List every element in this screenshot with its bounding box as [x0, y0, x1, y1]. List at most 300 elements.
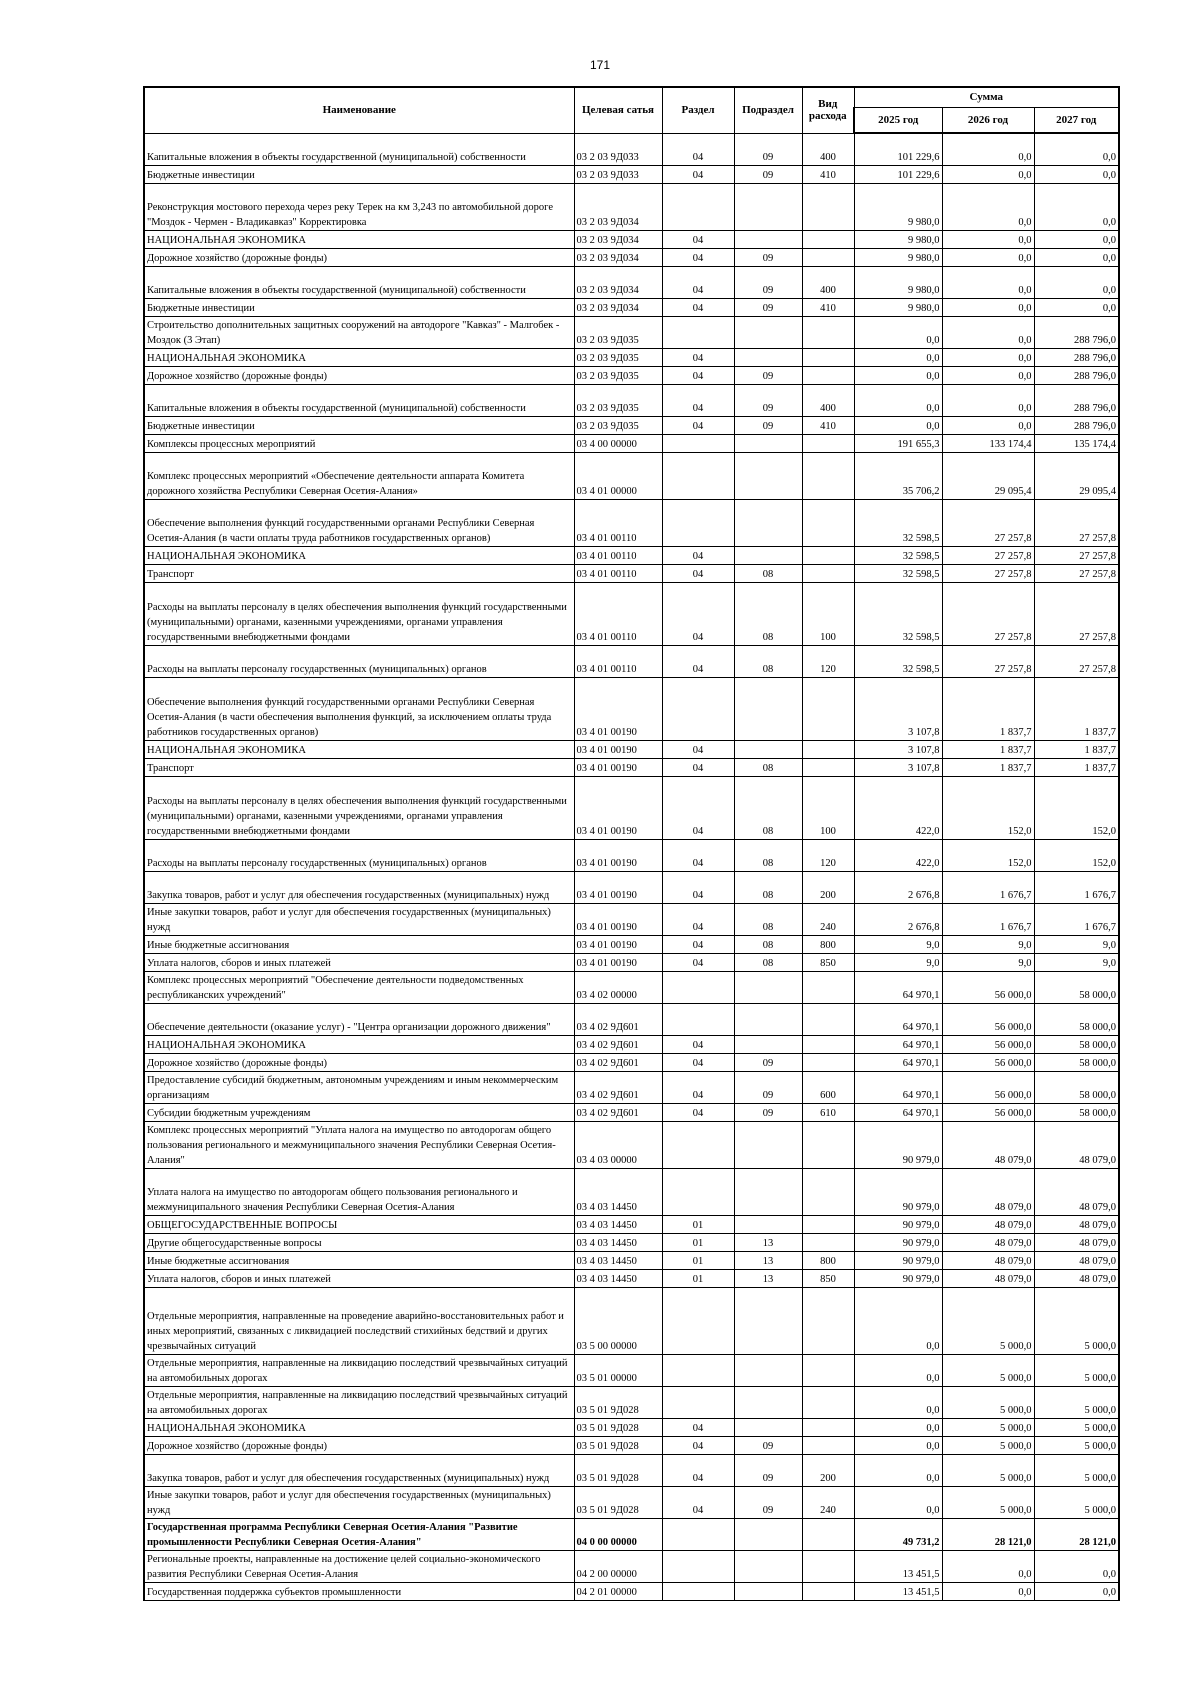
row-subsection: 09	[734, 1437, 802, 1455]
row-section: 04	[662, 872, 734, 904]
row-amount-2025: 422,0	[854, 777, 942, 840]
row-subsection: 13	[734, 1252, 802, 1270]
row-amount-2027: 9,0	[1034, 936, 1119, 954]
row-subsection	[734, 1288, 802, 1355]
row-name: Региональные проекты, направленные на достижение целей социально-экономического развития Республики Северная Осетия-Алания	[144, 1551, 574, 1583]
table-row	[144, 133, 1119, 166]
row-subsection: 08	[734, 565, 802, 583]
row-name: Иные бюджетные ассигнования	[144, 936, 574, 954]
table-row	[144, 547, 1119, 565]
row-target-article: 03 2 03 9Д034	[574, 299, 662, 317]
row-name: Транспорт	[144, 759, 574, 777]
header-year-2025: 2025 год	[854, 107, 942, 133]
row-subsection: 08	[734, 759, 802, 777]
row-section: 04	[662, 349, 734, 367]
row-amount-2027: 288 796,0	[1034, 367, 1119, 385]
row-amount-2026: 152,0	[942, 777, 1034, 840]
row-amount-2026: 5 000,0	[942, 1487, 1034, 1519]
row-amount-2025: 49 731,2	[854, 1519, 942, 1551]
row-subsection	[734, 1169, 802, 1216]
row-amount-2026: 0,0	[942, 184, 1034, 231]
row-amount-2026: 27 257,8	[942, 500, 1034, 547]
table-row	[144, 453, 1119, 500]
row-amount-2025: 64 970,1	[854, 1104, 942, 1122]
table-row	[144, 500, 1119, 547]
row-expense-type	[802, 1169, 854, 1216]
row-amount-2025: 64 970,1	[854, 1072, 942, 1104]
row-name: Расходы на выплаты персоналу в целях обеспечения выполнения функций государственными (муниципальными) органами, казенными учреждениями, органами управления государственными внебюджетными фондами	[144, 583, 574, 646]
row-subsection: 13	[734, 1270, 802, 1288]
row-amount-2025: 90 979,0	[854, 1169, 942, 1216]
table-row	[144, 417, 1119, 435]
row-expense-type: 100	[802, 777, 854, 840]
table-row	[144, 1419, 1119, 1437]
row-expense-type: 400	[802, 385, 854, 417]
table-row	[144, 1270, 1119, 1288]
row-amount-2027: 5 000,0	[1034, 1387, 1119, 1419]
row-name: Иные закупки товаров, работ и услуг для обеспечения государственных (муниципальных) нужд	[144, 904, 574, 936]
row-amount-2025: 35 706,2	[854, 453, 942, 500]
row-name: Бюджетные инвестиции	[144, 299, 574, 317]
row-section: 04	[662, 133, 734, 166]
row-amount-2026: 56 000,0	[942, 1072, 1034, 1104]
row-expense-type	[802, 367, 854, 385]
row-target-article: 03 4 03 14450	[574, 1216, 662, 1234]
row-section: 01	[662, 1252, 734, 1270]
row-section	[662, 184, 734, 231]
row-expense-type: 200	[802, 1455, 854, 1487]
row-amount-2025: 32 598,5	[854, 646, 942, 678]
row-target-article: 03 2 03 9Д035	[574, 367, 662, 385]
row-section	[662, 1583, 734, 1601]
row-name: Дорожное хозяйство (дорожные фонды)	[144, 249, 574, 267]
row-amount-2027: 0,0	[1034, 299, 1119, 317]
row-amount-2027: 27 257,8	[1034, 500, 1119, 547]
row-expense-type: 800	[802, 1252, 854, 1270]
row-name: НАЦИОНАЛЬНАЯ ЭКОНОМИКА	[144, 547, 574, 565]
row-amount-2025: 0,0	[854, 367, 942, 385]
table-row	[144, 184, 1119, 231]
row-target-article: 04 2 00 00000	[574, 1551, 662, 1583]
row-name: Капитальные вложения в объекты государственной (муниципальной) собственности	[144, 267, 574, 299]
row-name: Иные закупки товаров, работ и услуг для обеспечения государственных (муниципальных) нужд	[144, 1487, 574, 1519]
row-subsection: 08	[734, 646, 802, 678]
row-name: Расходы на выплаты персоналу в целях обеспечения выполнения функций государственными (муниципальными) органами, казенными учреждениями, органами управления государственными внебюджетными фондами	[144, 777, 574, 840]
row-amount-2025: 13 451,5	[854, 1583, 942, 1601]
table-row	[144, 1122, 1119, 1169]
table-row	[144, 1072, 1119, 1104]
row-amount-2026: 1 837,7	[942, 678, 1034, 741]
row-amount-2027: 9,0	[1034, 954, 1119, 972]
row-subsection: 08	[734, 777, 802, 840]
row-target-article: 03 5 01 9Д028	[574, 1419, 662, 1437]
row-section: 04	[662, 249, 734, 267]
table-row	[144, 936, 1119, 954]
row-target-article: 03 4 02 9Д601	[574, 1104, 662, 1122]
row-amount-2027: 58 000,0	[1034, 1054, 1119, 1072]
row-target-article: 03 2 03 9Д033	[574, 133, 662, 166]
row-target-article: 03 5 01 9Д028	[574, 1387, 662, 1419]
row-amount-2025: 0,0	[854, 1387, 942, 1419]
row-amount-2025: 90 979,0	[854, 1252, 942, 1270]
row-amount-2027: 1 676,7	[1034, 904, 1119, 936]
row-amount-2025: 64 970,1	[854, 1004, 942, 1036]
row-amount-2025: 0,0	[854, 1288, 942, 1355]
row-expense-type	[802, 231, 854, 249]
row-amount-2025: 2 676,8	[854, 904, 942, 936]
header-expense-type: Вид расхода	[802, 87, 854, 133]
row-subsection	[734, 1519, 802, 1551]
row-amount-2025: 3 107,8	[854, 759, 942, 777]
row-section: 04	[662, 583, 734, 646]
row-target-article: 03 4 03 14450	[574, 1169, 662, 1216]
row-target-article: 03 5 01 00000	[574, 1355, 662, 1387]
table-row	[144, 1216, 1119, 1234]
table-row	[144, 385, 1119, 417]
row-expense-type	[802, 972, 854, 1004]
row-amount-2026: 1 676,7	[942, 904, 1034, 936]
row-expense-type	[802, 1036, 854, 1054]
row-amount-2026: 56 000,0	[942, 1104, 1034, 1122]
row-amount-2026: 56 000,0	[942, 1036, 1034, 1054]
row-expense-type	[802, 349, 854, 367]
header-sum: Сумма	[854, 87, 1119, 107]
table-row	[144, 367, 1119, 385]
row-amount-2027: 288 796,0	[1034, 417, 1119, 435]
row-name: Государственная поддержка субъектов промышленности	[144, 1583, 574, 1601]
row-target-article: 03 5 00 00000	[574, 1288, 662, 1355]
row-amount-2027: 1 676,7	[1034, 872, 1119, 904]
row-target-article: 03 4 03 14450	[574, 1270, 662, 1288]
row-expense-type: 400	[802, 133, 854, 166]
row-section: 04	[662, 367, 734, 385]
row-expense-type	[802, 565, 854, 583]
row-name: Предоставление субсидий бюджетным, автономным учреждениям и иным некоммерческим организациям	[144, 1072, 574, 1104]
row-amount-2026: 56 000,0	[942, 1054, 1034, 1072]
row-name: Уплата налога на имущество по автодорогам общего пользования регионального и межмуниципального значения Республики Северная Осетия-Алания	[144, 1169, 574, 1216]
row-amount-2027: 58 000,0	[1034, 1104, 1119, 1122]
row-target-article: 03 5 01 9Д028	[574, 1437, 662, 1455]
row-amount-2027: 0,0	[1034, 231, 1119, 249]
row-section	[662, 1387, 734, 1419]
row-amount-2026: 0,0	[942, 1583, 1034, 1601]
row-amount-2027: 48 079,0	[1034, 1252, 1119, 1270]
row-expense-type	[802, 453, 854, 500]
page-number: 171	[589, 58, 611, 72]
row-target-article: 03 2 03 9Д035	[574, 349, 662, 367]
row-expense-type: 410	[802, 166, 854, 184]
row-amount-2026: 5 000,0	[942, 1387, 1034, 1419]
row-section	[662, 1122, 734, 1169]
row-target-article: 03 4 02 9Д601	[574, 1072, 662, 1104]
row-target-article: 03 2 03 9Д033	[574, 166, 662, 184]
row-expense-type	[802, 678, 854, 741]
row-target-article: 03 4 02 9Д601	[574, 1036, 662, 1054]
row-section: 04	[662, 1036, 734, 1054]
row-amount-2027: 1 837,7	[1034, 759, 1119, 777]
row-amount-2025: 13 451,5	[854, 1551, 942, 1583]
row-amount-2027: 5 000,0	[1034, 1419, 1119, 1437]
table-row	[144, 166, 1119, 184]
table-row	[144, 583, 1119, 646]
row-amount-2025: 9 980,0	[854, 299, 942, 317]
row-subsection	[734, 435, 802, 453]
row-amount-2027: 58 000,0	[1034, 1072, 1119, 1104]
row-target-article: 03 4 01 00190	[574, 954, 662, 972]
row-amount-2025: 0,0	[854, 1437, 942, 1455]
row-section: 04	[662, 1455, 734, 1487]
row-section: 04	[662, 1419, 734, 1437]
row-section	[662, 1288, 734, 1355]
row-target-article: 03 2 03 9Д034	[574, 231, 662, 249]
row-amount-2026: 5 000,0	[942, 1355, 1034, 1387]
row-target-article: 03 2 03 9Д034	[574, 184, 662, 231]
row-amount-2027: 27 257,8	[1034, 565, 1119, 583]
row-section: 04	[662, 1487, 734, 1519]
table-row	[144, 646, 1119, 678]
table-row	[144, 904, 1119, 936]
row-amount-2027: 288 796,0	[1034, 349, 1119, 367]
row-name: Комплекс процессных мероприятий "Обеспечение деятельности подведомственных республиканских учреждений"	[144, 972, 574, 1004]
row-expense-type	[802, 1355, 854, 1387]
row-amount-2027: 28 121,0	[1034, 1519, 1119, 1551]
row-target-article: 03 4 01 00190	[574, 840, 662, 872]
row-amount-2027: 27 257,8	[1034, 547, 1119, 565]
row-section: 01	[662, 1216, 734, 1234]
row-section: 04	[662, 904, 734, 936]
row-expense-type: 400	[802, 267, 854, 299]
row-target-article: 03 4 01 00110	[574, 583, 662, 646]
row-amount-2026: 48 079,0	[942, 1252, 1034, 1270]
row-section	[662, 435, 734, 453]
row-amount-2027: 48 079,0	[1034, 1216, 1119, 1234]
row-target-article: 03 4 01 00000	[574, 453, 662, 500]
row-subsection	[734, 1551, 802, 1583]
row-name: Отдельные мероприятия, направленные на ликвидацию последствий чрезвычайных ситуаций на автомобильных дорогах	[144, 1387, 574, 1419]
row-amount-2026: 5 000,0	[942, 1455, 1034, 1487]
row-amount-2026: 48 079,0	[942, 1122, 1034, 1169]
row-target-article: 03 2 03 9Д035	[574, 385, 662, 417]
row-section	[662, 1551, 734, 1583]
row-name: Иные бюджетные ассигнования	[144, 1252, 574, 1270]
row-subsection: 09	[734, 166, 802, 184]
row-section: 04	[662, 1054, 734, 1072]
row-section: 04	[662, 166, 734, 184]
row-section: 04	[662, 741, 734, 759]
table-row	[144, 1519, 1119, 1551]
table-row	[144, 299, 1119, 317]
row-target-article: 03 2 03 9Д035	[574, 417, 662, 435]
row-amount-2025: 0,0	[854, 1487, 942, 1519]
row-amount-2025: 0,0	[854, 417, 942, 435]
row-target-article: 03 4 01 00190	[574, 936, 662, 954]
row-amount-2025: 32 598,5	[854, 565, 942, 583]
row-section: 01	[662, 1234, 734, 1252]
header-target-article: Целевая сатья	[574, 87, 662, 133]
row-amount-2025: 3 107,8	[854, 678, 942, 741]
row-amount-2026: 1 676,7	[942, 872, 1034, 904]
row-expense-type: 850	[802, 954, 854, 972]
row-section	[662, 1004, 734, 1036]
table-row	[144, 1355, 1119, 1387]
row-section: 04	[662, 759, 734, 777]
row-amount-2026: 5 000,0	[942, 1419, 1034, 1437]
row-amount-2027: 27 257,8	[1034, 646, 1119, 678]
row-name: Закупка товаров, работ и услуг для обеспечения государственных (муниципальных) нужд	[144, 872, 574, 904]
row-amount-2026: 48 079,0	[942, 1270, 1034, 1288]
table-row	[144, 872, 1119, 904]
table-row	[144, 1288, 1119, 1355]
row-subsection: 08	[734, 840, 802, 872]
row-expense-type	[802, 741, 854, 759]
row-amount-2025: 0,0	[854, 1419, 942, 1437]
row-amount-2026: 5 000,0	[942, 1288, 1034, 1355]
row-expense-type	[802, 249, 854, 267]
row-target-article: 04 0 00 00000	[574, 1519, 662, 1551]
row-amount-2025: 64 970,1	[854, 972, 942, 1004]
row-amount-2025: 9 980,0	[854, 267, 942, 299]
table-row	[144, 435, 1119, 453]
row-amount-2026: 9,0	[942, 954, 1034, 972]
row-section: 04	[662, 231, 734, 249]
row-name: НАЦИОНАЛЬНАЯ ЭКОНОМИКА	[144, 231, 574, 249]
row-target-article: 03 4 02 00000	[574, 972, 662, 1004]
row-amount-2027: 0,0	[1034, 267, 1119, 299]
row-subsection	[734, 741, 802, 759]
row-amount-2026: 0,0	[942, 317, 1034, 349]
table-row	[144, 972, 1119, 1004]
row-expense-type: 240	[802, 1487, 854, 1519]
row-expense-type	[802, 1387, 854, 1419]
row-expense-type: 120	[802, 646, 854, 678]
row-expense-type	[802, 184, 854, 231]
row-target-article: 03 4 01 00110	[574, 500, 662, 547]
row-subsection: 08	[734, 904, 802, 936]
row-section: 04	[662, 646, 734, 678]
row-expense-type	[802, 1583, 854, 1601]
row-amount-2026: 27 257,8	[942, 583, 1034, 646]
row-expense-type	[802, 1122, 854, 1169]
row-amount-2027: 48 079,0	[1034, 1270, 1119, 1288]
budget-table	[143, 86, 1120, 1601]
row-subsection: 08	[734, 954, 802, 972]
row-amount-2026: 0,0	[942, 1551, 1034, 1583]
row-name: Государственная программа Республики Северная Осетия-Алания "Развитие промышленности Республики Северная Осетия-Алания"	[144, 1519, 574, 1551]
row-expense-type	[802, 500, 854, 547]
row-subsection: 09	[734, 267, 802, 299]
row-name: Обеспечение выполнения функций государственными органами Республики Северная Осетия-Алания (в части оплаты труда работников государственных органов)	[144, 500, 574, 547]
row-subsection	[734, 547, 802, 565]
table-row	[144, 1455, 1119, 1487]
table-row	[144, 1487, 1119, 1519]
row-subsection: 09	[734, 1104, 802, 1122]
row-target-article: 03 5 01 9Д028	[574, 1487, 662, 1519]
row-amount-2027: 0,0	[1034, 184, 1119, 231]
row-amount-2027: 48 079,0	[1034, 1169, 1119, 1216]
table-row	[144, 249, 1119, 267]
row-subsection	[734, 1387, 802, 1419]
row-target-article: 03 4 01 00110	[574, 565, 662, 583]
row-name: НАЦИОНАЛЬНАЯ ЭКОНОМИКА	[144, 349, 574, 367]
row-target-article: 03 4 02 9Д601	[574, 1054, 662, 1072]
row-target-article: 03 4 01 00190	[574, 741, 662, 759]
table-row	[144, 741, 1119, 759]
row-amount-2025: 422,0	[854, 840, 942, 872]
row-target-article: 03 4 00 00000	[574, 435, 662, 453]
row-expense-type: 200	[802, 872, 854, 904]
row-section	[662, 678, 734, 741]
row-amount-2025: 9 980,0	[854, 231, 942, 249]
table-row	[144, 759, 1119, 777]
row-name: Дорожное хозяйство (дорожные фонды)	[144, 367, 574, 385]
row-section: 04	[662, 936, 734, 954]
row-name: Комплекс процессных мероприятий «Обеспечение деятельности аппарата Комитета дорожного хозяйства Республики Северная Осетия-Алания»	[144, 453, 574, 500]
row-amount-2026: 1 837,7	[942, 741, 1034, 759]
row-subsection	[734, 349, 802, 367]
row-subsection: 09	[734, 133, 802, 166]
row-amount-2027: 27 257,8	[1034, 583, 1119, 646]
row-subsection	[734, 1583, 802, 1601]
row-amount-2027: 58 000,0	[1034, 1036, 1119, 1054]
row-section: 04	[662, 840, 734, 872]
row-amount-2026: 29 095,4	[942, 453, 1034, 500]
row-section	[662, 1355, 734, 1387]
row-section	[662, 972, 734, 1004]
table-row	[144, 1252, 1119, 1270]
row-expense-type	[802, 1551, 854, 1583]
row-amount-2026: 27 257,8	[942, 547, 1034, 565]
row-amount-2025: 90 979,0	[854, 1234, 942, 1252]
row-subsection: 09	[734, 385, 802, 417]
row-name: ОБЩЕГОСУДАРСТВЕННЫЕ ВОПРОСЫ	[144, 1216, 574, 1234]
row-expense-type	[802, 547, 854, 565]
row-amount-2026: 0,0	[942, 133, 1034, 166]
row-amount-2026: 27 257,8	[942, 646, 1034, 678]
row-amount-2027: 5 000,0	[1034, 1437, 1119, 1455]
row-section: 04	[662, 1437, 734, 1455]
table-row	[144, 1004, 1119, 1036]
header-section: Раздел	[662, 87, 734, 133]
row-amount-2027: 1 837,7	[1034, 741, 1119, 759]
row-section: 01	[662, 1270, 734, 1288]
row-amount-2026: 133 174,4	[942, 435, 1034, 453]
row-expense-type: 410	[802, 299, 854, 317]
row-name: Реконструкция мостового перехода через реку Терек на км 3,243 по автомобильной дороге "Моздок - Чермен - Владикавказ" Корректировка	[144, 184, 574, 231]
row-amount-2027: 0,0	[1034, 133, 1119, 166]
row-amount-2026: 0,0	[942, 249, 1034, 267]
row-section: 04	[662, 777, 734, 840]
row-target-article: 03 4 01 00190	[574, 872, 662, 904]
row-section	[662, 1519, 734, 1551]
row-amount-2026: 152,0	[942, 840, 1034, 872]
table-row	[144, 349, 1119, 367]
row-subsection: 09	[734, 1487, 802, 1519]
row-name: Расходы на выплаты персоналу государственных (муниципальных) органов	[144, 646, 574, 678]
row-amount-2025: 9,0	[854, 936, 942, 954]
row-amount-2026: 0,0	[942, 299, 1034, 317]
row-amount-2025: 0,0	[854, 349, 942, 367]
row-expense-type: 410	[802, 417, 854, 435]
row-name: Отдельные мероприятия, направленные на ликвидацию последствий чрезвычайных ситуаций на автомобильных дорогах	[144, 1355, 574, 1387]
header-year-2026: 2026 год	[942, 107, 1034, 133]
row-target-article: 03 4 01 00190	[574, 904, 662, 936]
row-amount-2026: 9,0	[942, 936, 1034, 954]
row-subsection	[734, 1122, 802, 1169]
row-name: Дорожное хозяйство (дорожные фонды)	[144, 1054, 574, 1072]
row-name: Бюджетные инвестиции	[144, 417, 574, 435]
row-amount-2026: 0,0	[942, 166, 1034, 184]
table-row	[144, 1551, 1119, 1583]
